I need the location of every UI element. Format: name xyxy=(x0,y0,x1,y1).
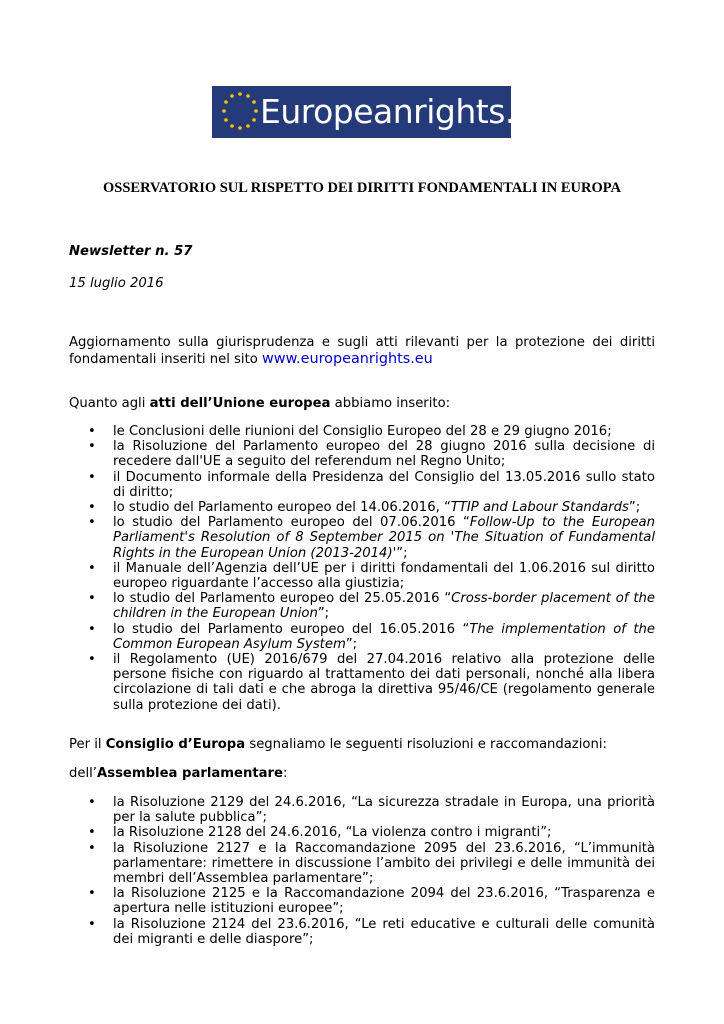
site-logo xyxy=(212,86,556,138)
list-item: • lo studio del Parlamento europeo del 16.05.2016 “The implementation of the Common European Asylum System”; xyxy=(69,622,655,652)
list-item: • le Conclusioni delle riunioni del Consiglio Europeo del 28 e 29 giugno 2016; xyxy=(69,424,655,439)
assembly-heading: dell’Assemblea parlamentare: xyxy=(69,766,288,781)
newsletter-number: Newsletter n. 57 xyxy=(69,244,193,259)
eu-stars-icon xyxy=(218,88,262,136)
page-title: OSSERVATORIO SUL RISPETTO DEI DIRITTI FONDAMENTALI IN EUROPA xyxy=(103,180,621,196)
list-item: • lo studio del Parlamento europeo del 07.06.2016 “Follow-Up to the European Parliament's Resolution of 8 September 2015 on 'The Situation of Fundamental Rights in the European Union (2013-2014)'”; xyxy=(69,515,655,561)
list-item: • il Manuale dell’Agenzia dell’UE per i diritti fondamentali del 1.06.2016 sul diritto europeo riguardante l’accesso alla giustizia; xyxy=(69,561,655,591)
intro-paragraph xyxy=(69,335,655,368)
list-item: • la Risoluzione 2128 del 24.6.2016, “La violenza contro i migranti”; xyxy=(69,825,655,840)
list-item: • la Risoluzione 2125 e la Raccomandazione 2094 del 23.6.2016, “Trasparenza e apertura nelle istituzioni europee”; xyxy=(69,886,655,916)
newsletter-date: 15 luglio 2016 xyxy=(69,276,164,291)
list-item: • la Risoluzione 2127 e la Raccomandazione 2095 del 23.6.2016, “L’immunità parlamentare: rimettere in discussione l’ambito dei privilegi e delle immunità dei membri dell’Assemblea parlamentare”; xyxy=(69,841,655,887)
eu-acts-list xyxy=(69,424,655,713)
coe-section-heading: Per il Consiglio d’Europa segnaliamo le seguenti risoluzioni e raccomandazioni: xyxy=(69,737,607,752)
intro-text: Aggiornamento sulla giurisprudenza e sugli atti rilevanti per la protezione dei diritti fondamentali inseriti nel sito xyxy=(69,335,655,367)
list-item: • la Risoluzione 2124 del 23.6.2016, “Le reti educative e culturali delle comunità dei migranti e delle diaspore”; xyxy=(69,917,655,947)
site-link[interactable]: www.europeanrights.eu xyxy=(262,351,433,367)
list-item: • lo studio del Parlamento europeo del 14.06.2016, “TTIP and Labour Standards”; xyxy=(69,500,655,515)
coe-resolutions-list xyxy=(69,795,655,947)
list-item: • il Documento informale della Presidenza del Consiglio del 13.05.2016 sullo stato di diritto; xyxy=(69,470,655,500)
logo-text: Europeanrights.eu xyxy=(260,92,556,131)
list-item: • la Risoluzione 2129 del 24.6.2016, “La sicurezza stradale in Europa, una priorità per la salute pubblica”; xyxy=(69,795,655,825)
list-item: • lo studio del Parlamento europeo del 25.05.2016 “Cross-border placement of the children in the European Union”; xyxy=(69,591,655,621)
list-item: • il Regolamento (UE) 2016/679 del 27.04.2016 relativo alla protezione delle persone fisiche con riguardo al trattamento dei dati personali, nonché alla libera circolazione di tali dati e che abroga la direttiva 95/46/CE (regolamento generale sulla protezione dei dati). xyxy=(69,652,655,713)
list-item: • la Risoluzione del Parlamento europeo del 28 giugno 2016 sulla decisione di recedere dall'UE a seguito del referendum nel Regno Unito; xyxy=(69,439,655,469)
eu-section-heading: Quanto agli atti dell’Unione europea abbiamo inserito: xyxy=(69,396,451,411)
